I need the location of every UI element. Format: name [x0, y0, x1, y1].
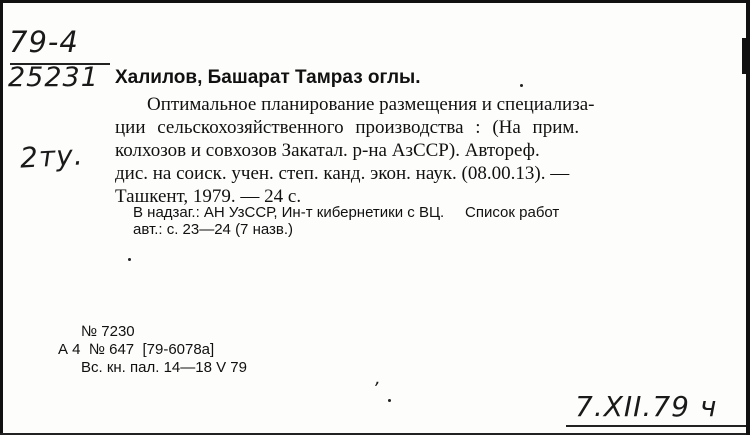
author-heading: Халилов, Башарат Тамраз оглы. [115, 67, 421, 88]
handwritten-margin-note: 2ту. [19, 138, 85, 175]
entry-line: Оптимальное планирование размещения и специализа- [147, 94, 595, 115]
ink-speck [520, 84, 523, 87]
entry-line: Ташкент, 1979. — 24 с. [115, 186, 302, 207]
entry-line: ции сельскохозяйственного производства : (На прим. [115, 117, 580, 138]
card-border-right [746, 0, 750, 435]
pen-tick-mark: , [375, 368, 382, 389]
handwritten-date: 7.XII.79 ч [575, 390, 718, 423]
call-number-top: 79-4 [9, 25, 79, 59]
card-border-left [0, 0, 3, 435]
entry-note: В надзаг.: АН УзССР, Ин-т кибернетики с ВЦ. Список работ [133, 204, 560, 221]
entry-note: авт.: с. 23—24 (7 назв.) [133, 221, 294, 238]
card-border-top [0, 0, 750, 3]
stamp-print-info: Вс. кн. пал. 14—18 V 79 [81, 359, 247, 376]
entry-line: колхозов и совхозов Закатал. р-на АзССР). Автореф. [115, 140, 540, 161]
stamp-number: № 7230 [81, 323, 135, 340]
date-underline [566, 425, 746, 427]
entry-line: дис. на соиск. учен. степ. канд. экон. наук. (08.00.13). — [115, 163, 570, 184]
ink-speck [128, 258, 131, 261]
stamp-order: А 4 № 647 [79-6078а] [58, 341, 215, 358]
ink-speck [388, 399, 391, 402]
card-punch-mark [742, 38, 746, 74]
call-number-bottom: 25231 [8, 62, 99, 93]
